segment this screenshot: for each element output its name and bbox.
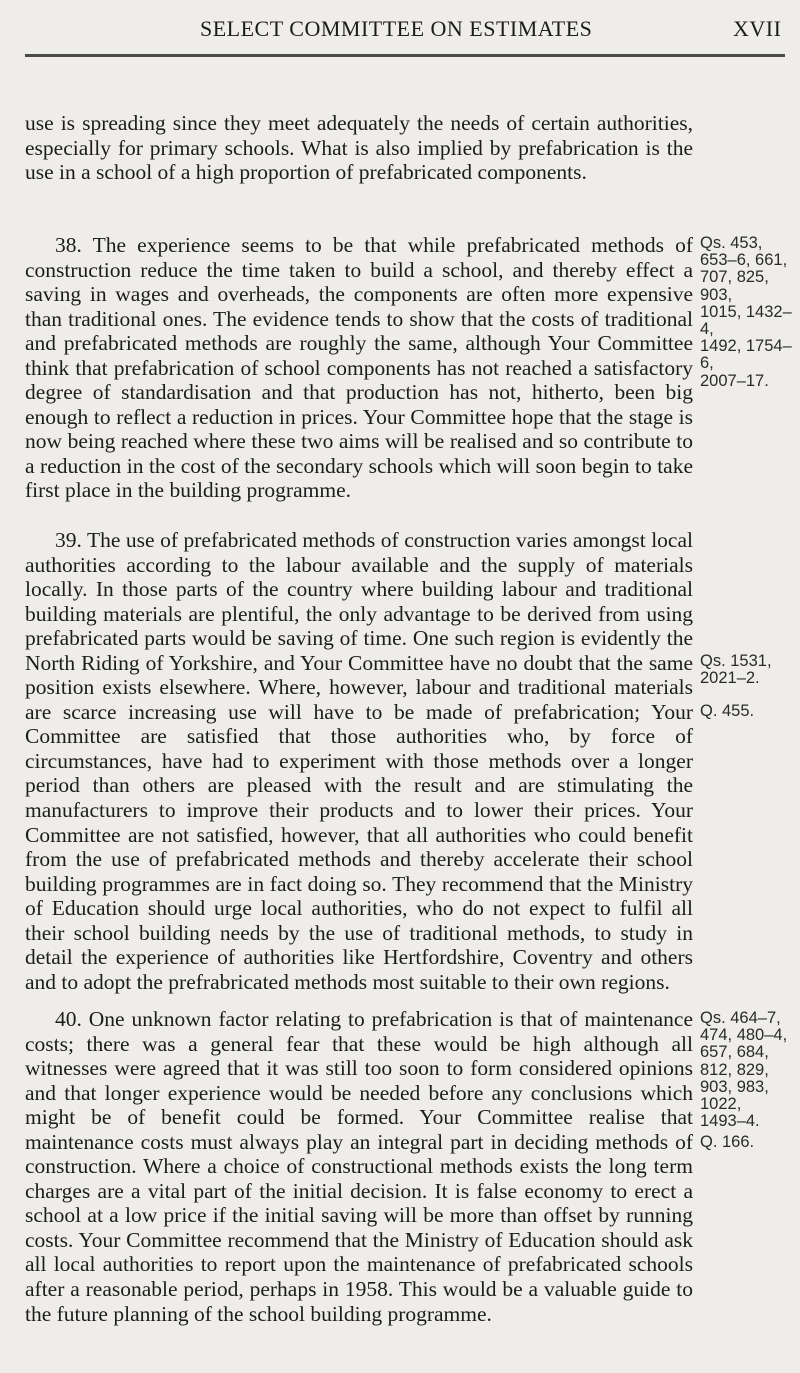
paragraph-text: The use of prefabricated methods of construction varies amongst local authorities according to the labour available and the supply of materials locally. In those parts of the country where building labour and traditional building materials are plentiful, the only advantage to be derived from using prefabricated parts would be saving of time. One such region is evidently the North Riding of Yorkshire, and Your Committee have no doubt that the same position exists elsewhere. Where, however, labour and traditional materials are scarce increasing use will have to be made of prefabrication; Your Committee are satisfied that those authorities who, by force of circumstances, have had to experiment with those methods over a longer period than others are pleased with the result and are stimulating the manufacturers to improve their products and to lower their prices. Your Committee are not satisfied, however, that all authorities who could benefit from the use of prefabricated methods and thereby accelerate their school building programmes are in fact doing so. They recommend that the Ministry of Education should urge local authorities, who do not expect to fulfil all their school building needs by the use of traditional methods, to study in detail the experience of authorities like Hertfordshire, Coventry and others and to adopt the prefrabricated methods most suitable to their own regions. [25,528,693,994]
margin-reference: Qs. 464–7, 474, 480–4, 657, 684, 812, 829, 903, 983, 1022, 1493–4. [700,1009,788,1131]
page-number: XVII [733,16,782,41]
paragraph-text: One unknown factor relating to prefabrication is that of maintenance costs; there was a general fear that these would be high although all witnesses were agreed that it was still too soon to form considered opinions and that longer experience would be needed before any conclusions which might be of benefit could be formed. Your Committee realise that maintenance costs must always play an integral part in deciding methods of construction. Where a choice of constructional methods exists the long term charges are a vital part of the initial decision. It is false economy to erect a school at a low price if the initial saving will be more than offset by running costs. Your Committee recommend that the Ministry of Education should ask all local authorities to report upon the maintenance of prefabricated schools after a reasonable period, perhaps in 1958. This would be a valuable guide to the future planning of the school building programme. [25,1007,693,1326]
running-title: SELECT COMMITTEE ON ESTIMATES [200,16,593,41]
margin-reference: Qs. 1531, 2021–2. [700,652,772,688]
paragraph-40 [25,1007,693,1326]
paragraph-39 [25,528,693,994]
paragraph-continued [25,111,693,185]
paragraph-38 [25,233,693,503]
paragraph-number: 38. [55,233,82,257]
margin-reference: Q. 166. [700,1133,755,1151]
paragraph-number: 40. [55,1007,82,1031]
margin-reference: Qs. 453, 653–6, 661, 707, 825, 903, 1015, 1432–4, 1492, 1754–6, 2007–17. [700,234,792,390]
paragraph-text: use is spreading since they meet adequately the needs of certain authorities, especially for primary schools. What is also implied by prefabrication is the use in a school of a high proportion of prefabricated components. [25,111,693,185]
paragraph-number: 39. [55,528,82,552]
margin-reference: Q. 455. [700,702,755,720]
paragraph-text: The experience seems to be that while prefabricated methods of construction reduce the time taken to build a school, and thereby effect a saving in wages and overheads, the components are often more expensive than traditional ones. The evidence tends to show that the costs of traditional and prefabricated methods are roughly the same, although Your Committee think that prefabrication of school components has not reached a satisfactory degree of standardisation and that production has not, hitherto, been big enough to reflect a reduction in prices. Your Committee hope that the stage is now being reached where these two aims will be realised and so contribute to a reduction in the cost of the secondary schools which will soon begin to take first place in the building programme. [25,233,693,503]
header-rule [25,54,785,57]
page-header [0,14,800,44]
